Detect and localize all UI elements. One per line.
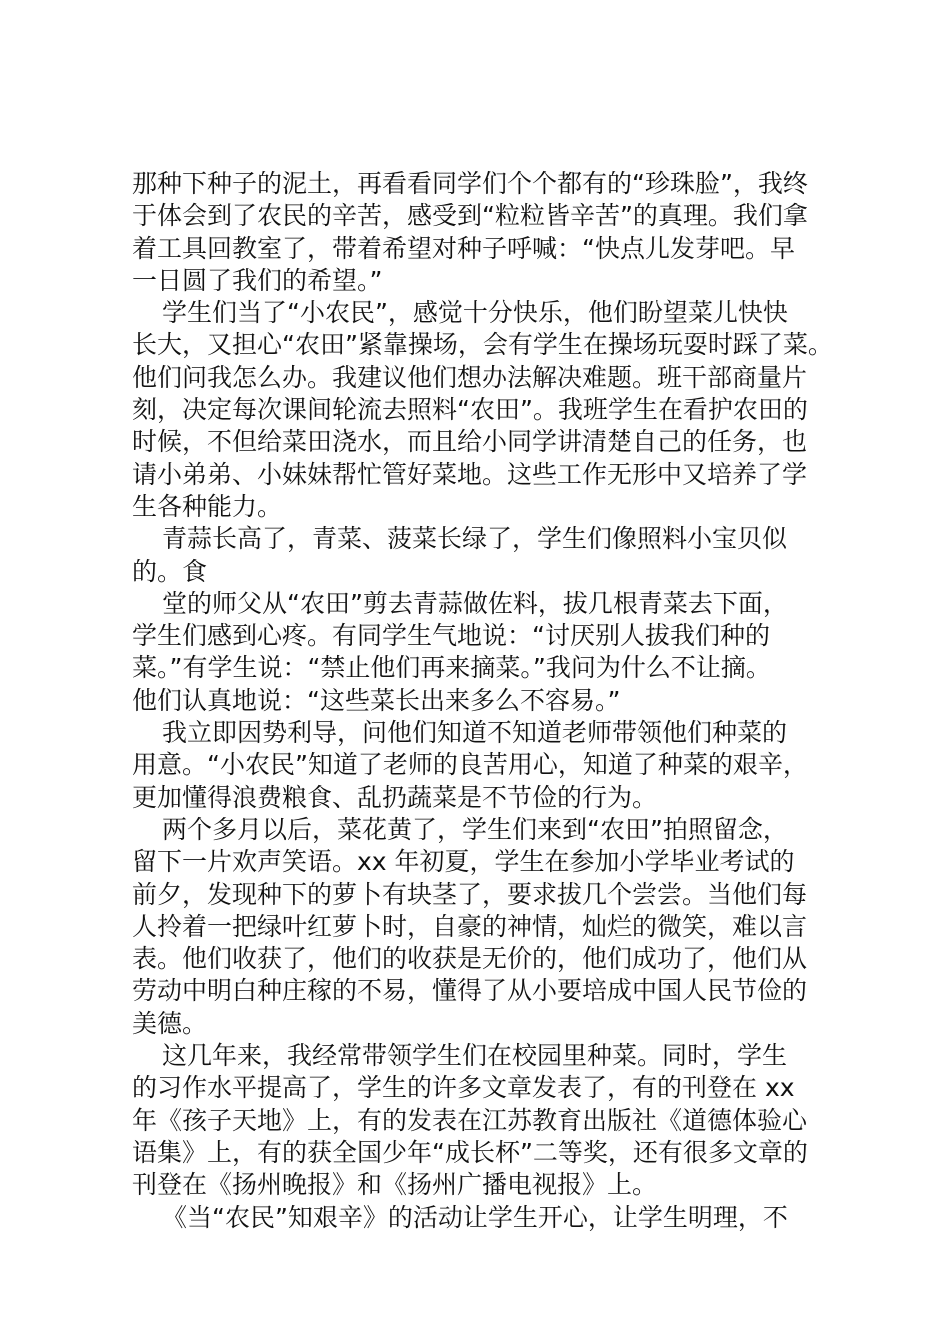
text-line: 人拎着一把绿叶红萝卜时，自豪的神情，灿烂的微笑，难以言 [132, 911, 808, 941]
text-line: 的。食 [132, 556, 208, 586]
text-line: 刻，决定每次课间轮流去照料“农田”。我班学生在看护农田的 [132, 395, 808, 425]
body-text [132, 168, 852, 1234]
text-line: 的习作水平提高了，学生的许多文章发表了，有的刊登在 xx [132, 1073, 795, 1103]
text-line: 长大，又担心“农田”紧靠操场，会有学生在操场玩耍时踩了菜。 [132, 330, 833, 360]
text-line: 刊登在《扬州晚报》和《扬州广播电视报》上。 [132, 1170, 658, 1200]
text-line: 用意。“小农民”知道了老师的良苦用心，知道了种菜的艰辛， [132, 750, 808, 780]
text-line: 年《孩子天地》上，有的发表在江苏教育出版社《道德体验心 [132, 1105, 808, 1135]
paragraph-first-line: 青蒜长高了，青菜、菠菜长绿了，学生们像照料小宝贝似 [162, 524, 788, 554]
paragraph-first-line: 两个多月以后，菜花黄了，学生们来到“农田”拍照留念， [162, 814, 788, 844]
text-line: 那种下种子的泥土，再看看同学们个个都有的“珍珠脸”，我终 [132, 169, 808, 198]
text-line: 一日圆了我们的希望。” [132, 265, 383, 295]
text-line: 他们认真地说：“这些菜长出来多么不容易。” [132, 685, 621, 715]
text-line: 着工具回教室了，带着希望对种子呼喊：“快点儿发芽吧。早 [132, 233, 795, 263]
text-line: 前夕，发现种下的萝卜有块茎了，要求拔几个尝尝。当他们每 [132, 879, 808, 909]
text-line: 美德。 [132, 1008, 208, 1038]
paragraph-first-line: 我立即因势利导，问他们知道不知道老师带领他们种菜的 [162, 718, 788, 748]
paragraph-first-line: 《当“农民”知艰辛》的活动让学生开心，让学生明理，不 [162, 1202, 788, 1232]
text-line: 劳动中明白种庄稼的不易，懂得了从小要培成中国人民节俭的 [132, 976, 808, 1006]
text-line: 语集》上，有的获全国少年“成长杯”二等奖，还有很多文章的 [132, 1137, 808, 1167]
paragraph-first-line: 这几年来，我经常带领学生们在校园里种菜。同时，学生 [162, 1041, 788, 1071]
text-line: 学生们感到心疼。有同学生气地说：“讨厌别人拔我们种的 [132, 621, 770, 651]
paragraph-first-line: 学生们当了“小农民”，感觉十分快乐，他们盼望菜儿快快 [162, 298, 788, 328]
text-line: 于体会到了农民的辛苦，感受到“粒粒皆辛苦”的真理。我们拿 [132, 201, 808, 231]
text-line: 留下一片欢声笑语。xx 年初夏，学生在参加小学毕业考试的 [132, 847, 795, 877]
text-line: 菜。”有学生说：“禁止他们再来摘菜。”我问为什么不让摘。 [132, 653, 771, 683]
paragraph-first-line: 堂的师父从“农田”剪去青蒜做佐料，拔几根青菜去下面， [162, 588, 788, 618]
text-line: 他们问我怎么办。我建议他们想办法解决难题。班干部商量片 [132, 362, 808, 392]
text-line: 表。他们收获了，他们的收获是无价的，他们成功了，他们从 [132, 944, 808, 974]
text-line: 更加懂得浪费粮食、乱扔蔬菜是不节俭的行为。 [132, 782, 658, 812]
text-line: 请小弟弟、小妹妹帮忙管好菜地。这些工作无形中又培养了学 [132, 459, 808, 489]
text-line: 时候，不但给菜田浇水，而且给小同学讲清楚自己的任务，也 [132, 427, 808, 457]
text-line: 生各种能力。 [132, 491, 283, 521]
